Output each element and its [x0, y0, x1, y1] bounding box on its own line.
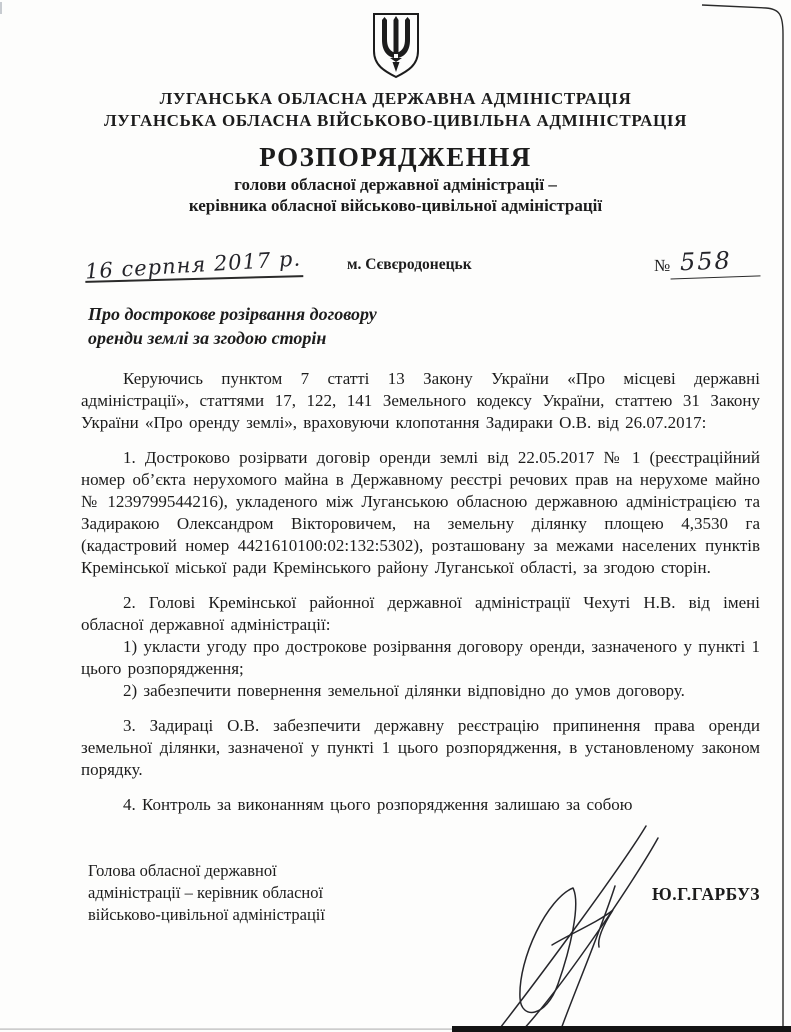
paragraph-item4: 4. Контроль за виконанням цього розпорядження залишаю за собою — [123, 795, 633, 814]
signer-name: Ю.Г.ГАРБУЗ — [652, 884, 760, 904]
paragraph-item2-sub2: 2) забезпечити повернення земельної ділянки відповідно до умов договору. — [123, 681, 685, 700]
scan-bar-bottom-right — [452, 1026, 791, 1032]
document-subtitle-line1: голови обласної державної адміністрації – — [234, 175, 557, 194]
paragraph-item3: 3. Задираці О.В. забезпечити державну реєстрацію припинення права оренди земельної ділянки, зазначеної у пункті 1 цього розпорядження, в установленому законом порядку. — [81, 716, 760, 779]
paragraph-item2: 2. Голові Кремінської районної державної адміністрації Чехуті Н.В. від імені обласної державної адміністрації: — [81, 593, 760, 634]
number-sign-label: № — [653, 256, 671, 275]
ukraine-trident-icon — [369, 12, 423, 80]
subject-block — [88, 302, 791, 350]
handwritten-number: 558 — [670, 245, 761, 279]
city-label: м. Сєвєродонецьк — [347, 256, 472, 273]
signoff-row — [0, 860, 791, 926]
document-subtitle-line2: керівника обласної військово-цивільної адміністрації — [188, 196, 603, 215]
org-name-line2: ЛУГАНСЬКА ОБЛАСНА ВІЙСЬКОВО-ЦИВІЛЬНА АДМІНІСТРАЦІЯ — [104, 111, 687, 130]
document-header — [0, 12, 791, 216]
scan-edge-bottom-left — [0, 1029, 455, 1030]
document-type-title: РОЗПОРЯДЖЕННЯ — [259, 142, 532, 172]
handwritten-signature — [497, 826, 658, 1032]
signer-position-line1: Голова обласної державної — [88, 861, 277, 880]
document-body — [0, 368, 791, 816]
signer-position-line2: адміністрації – керівник обласної — [88, 883, 324, 902]
handwritten-date-field — [84, 246, 304, 284]
subject-line1: Про дострокове розірвання договору — [88, 304, 377, 324]
signer-position — [88, 860, 408, 926]
paragraph-item1: 1. Достроково розірвати договір оренди землі від 22.05.2017 № 1 (реєстраційний номер об’єкта нерухомого майна в Державному реєстрі речових прав на нерухоме майно № 1239799544216), укладеного між Луганською обласною державною адміністрацією та Задиракою Олександром Вікторовичем, на земельну ділянку площею 4,3530 га (кадастровий номер 4421610100:02:132:5302), розташовану за межами населених пунктів Кремінської міської ради Кремінського району Луганської області, за згодою сторін. — [81, 448, 760, 577]
meta-row — [0, 240, 791, 284]
paragraph-item2-sub1: 1) укласти угоду про дострокове розірвання договору оренди, зазначеного у пункті 1 цього розпорядження; — [81, 637, 760, 678]
subject-line2: оренди землі за згодою сторін — [88, 328, 327, 348]
document-number-field — [654, 247, 760, 280]
paragraph-preamble: Керуючись пунктом 7 статті 13 Закону України «Про місцеві державні адміністрації», статтями 17, 122, 141 Земельного кодексу України, статтею 31 Закону України «Про оренду землі», враховуючи клопотання Задираки О.В. від 26.07.2017: — [81, 369, 760, 432]
org-name-line1: ЛУГАНСЬКА ОБЛАСНА ДЕРЖАВНА АДМІНІСТРАЦІЯ — [159, 89, 632, 108]
handwritten-date: 16 серпня 2017 р. — [84, 246, 302, 284]
signer-position-line3: військово-цивільної адміністрації — [88, 905, 325, 924]
